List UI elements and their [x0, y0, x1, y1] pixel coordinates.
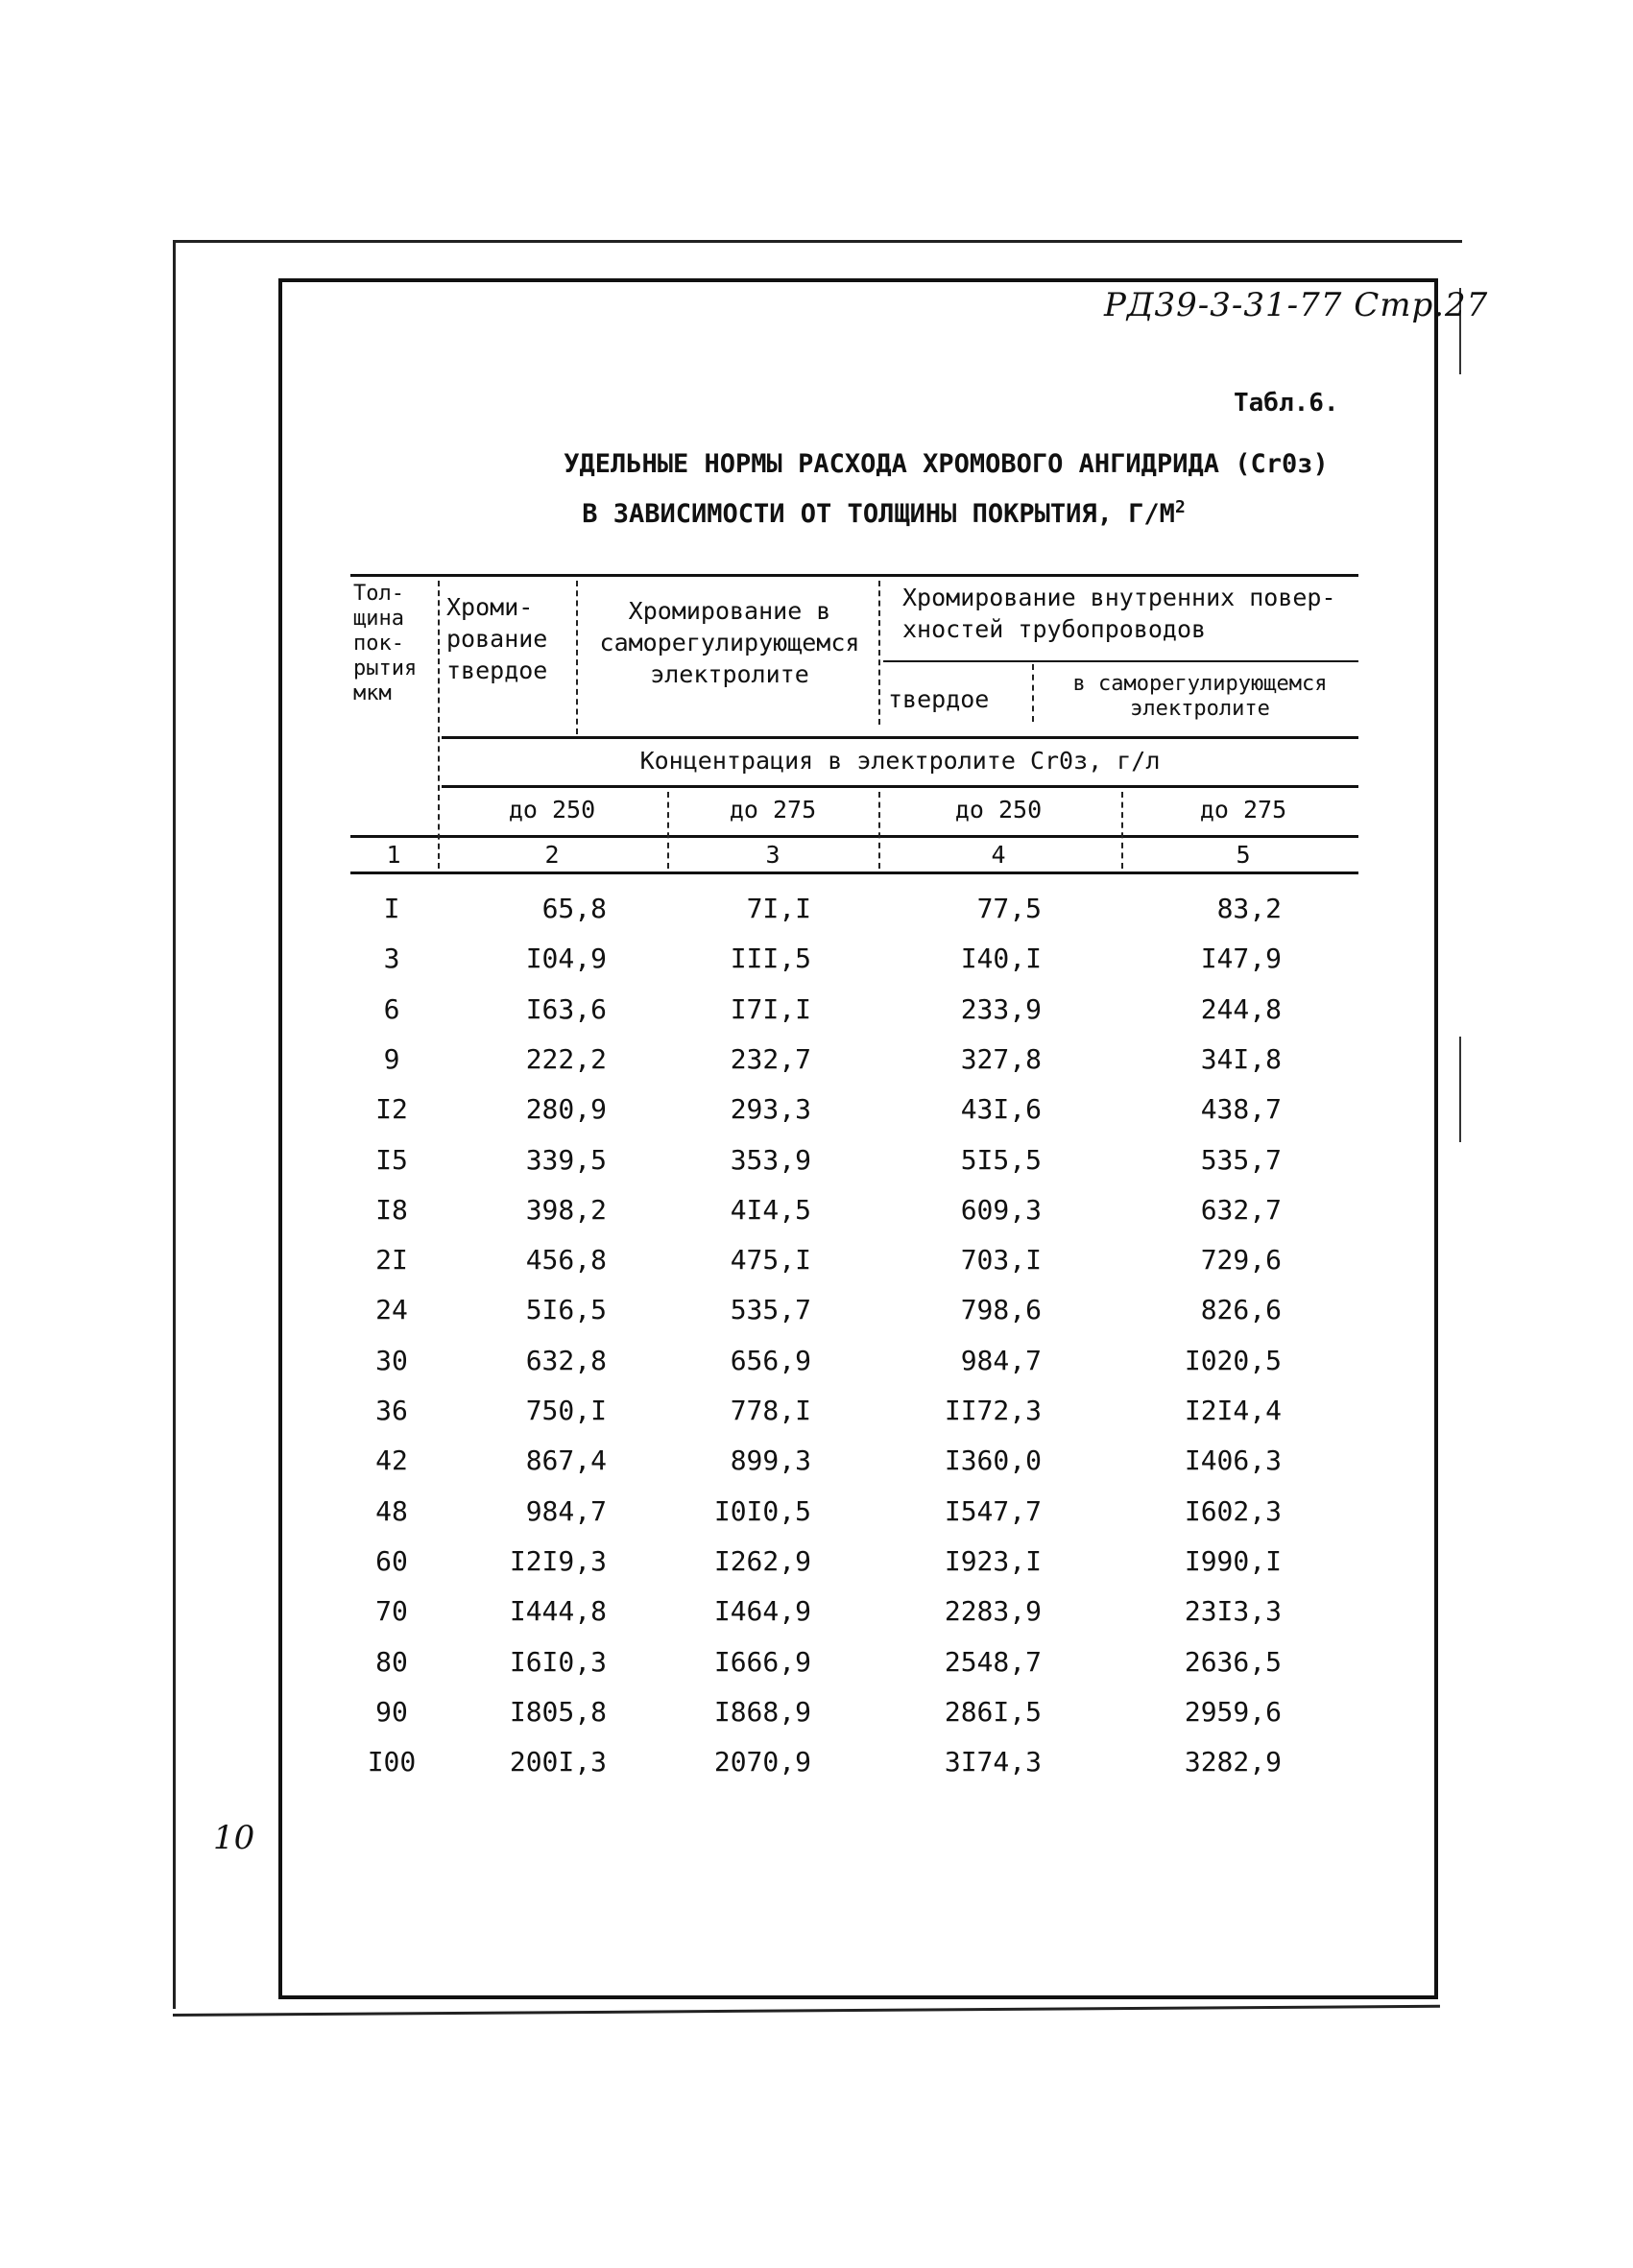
col-number: 3 — [765, 841, 780, 869]
table-cell: 398,2 — [525, 1194, 607, 1226]
table-cell: I666,9 — [713, 1646, 811, 1678]
table-cell: 4I4,5 — [730, 1194, 811, 1226]
table-cell: I547,7 — [944, 1495, 1042, 1527]
row-thickness: 90 — [375, 1696, 408, 1728]
table-cell: 200I,3 — [509, 1746, 607, 1778]
table-cell: 34I,8 — [1200, 1043, 1282, 1075]
row-thickness: I00 — [367, 1746, 417, 1778]
row-thickness: 60 — [375, 1545, 408, 1577]
table-cell: 984,7 — [960, 1345, 1042, 1376]
table-label: Табл.6. — [1234, 389, 1339, 418]
col-number: 4 — [991, 841, 1006, 869]
number-row-top-rule — [350, 835, 1358, 838]
table-cell: 656,9 — [730, 1345, 811, 1376]
col1-header: Тол- щина пок- рытия мкм — [353, 582, 418, 705]
table-cell: 778,I — [730, 1395, 811, 1426]
table-cell: 286I,5 — [944, 1696, 1042, 1728]
table-cell: I04,9 — [525, 943, 607, 974]
title-superscript: 2 — [1174, 497, 1186, 517]
table-cell: 632,7 — [1200, 1194, 1282, 1226]
col-separator — [438, 581, 440, 869]
col-separator — [1121, 792, 1123, 869]
row-thickness: 9 — [383, 1043, 400, 1075]
table-cell: 77,5 — [976, 893, 1042, 924]
row-thickness: 6 — [383, 993, 400, 1025]
col4-header: твердое — [888, 685, 990, 713]
header-bottom-rule — [350, 871, 1358, 874]
title-text: В ЗАВИСИМОСТИ ОТ ТОЛЩИНЫ ПОКРЫТИЯ, Г/М — [582, 499, 1175, 529]
table-cell: I360,0 — [944, 1444, 1042, 1476]
conc-value: до 275 — [1199, 796, 1287, 824]
margin-mark — [1459, 1037, 1461, 1142]
table-cell: 984,7 — [525, 1495, 607, 1527]
table-cell: 750,I — [525, 1395, 607, 1426]
table-cell: 729,6 — [1200, 1244, 1282, 1276]
table-cell: 339,5 — [525, 1144, 607, 1176]
table-cell: 456,8 — [525, 1244, 607, 1276]
row-thickness: 24 — [375, 1294, 408, 1325]
table-cell: I7I,I — [730, 993, 811, 1025]
row-thickness: 42 — [375, 1444, 408, 1476]
table-cell: 43I,6 — [960, 1093, 1042, 1125]
table-title-line-2 — [67, 497, 1633, 529]
table-cell: I47,9 — [1200, 943, 1282, 974]
col-separator — [1032, 664, 1034, 722]
table-cell: 353,9 — [730, 1144, 811, 1176]
table-cell: 2548,7 — [944, 1646, 1042, 1678]
row-thickness: I5 — [375, 1144, 408, 1176]
row-thickness: 80 — [375, 1646, 408, 1678]
subheader-rule — [883, 660, 1358, 662]
table-cell: 899,3 — [730, 1444, 811, 1476]
page-number: 10 — [213, 1819, 255, 1857]
conc-value: до 250 — [508, 796, 596, 824]
table-cell: I020,5 — [1184, 1345, 1282, 1376]
table-cell: I406,3 — [1184, 1444, 1282, 1476]
col-separator — [576, 581, 578, 734]
table-cell: 3282,9 — [1184, 1746, 1282, 1778]
table-top-rule — [350, 574, 1358, 577]
table-cell: 703,I — [960, 1244, 1042, 1276]
table-cell: 7I,I — [746, 893, 811, 924]
table-cell: 2959,6 — [1184, 1696, 1282, 1728]
col-separator — [667, 792, 669, 869]
table-cell: I805,8 — [509, 1696, 607, 1728]
table-cell: 222,2 — [525, 1043, 607, 1075]
col3-header: Хромирование в саморегулирующемся электролите — [599, 597, 860, 688]
concentration-label: Концентрация в электролите Сr0з, г/л — [639, 747, 1161, 775]
table-cell: 23I3,3 — [1184, 1595, 1282, 1627]
col-separator — [878, 792, 880, 869]
table-cell: I63,6 — [525, 993, 607, 1025]
table-cell: 438,7 — [1200, 1093, 1282, 1125]
table-cell: 2636,5 — [1184, 1646, 1282, 1678]
table-cell: 65,8 — [541, 893, 607, 924]
table-cell: I868,9 — [713, 1696, 811, 1728]
table-cell: 2283,9 — [944, 1595, 1042, 1627]
table-cell: 5I5,5 — [960, 1144, 1042, 1176]
row-thickness: 2I — [375, 1244, 408, 1276]
table-cell: I990,I — [1184, 1545, 1282, 1577]
table-cell: I6I0,3 — [509, 1646, 607, 1678]
table-cell: 535,7 — [1200, 1144, 1282, 1176]
table-cell: 609,3 — [960, 1194, 1042, 1226]
table-cell: 3I74,3 — [944, 1746, 1042, 1778]
table-cell: I0I0,5 — [713, 1495, 811, 1527]
document-code: РД39-3-31-77 Стр.27 — [1104, 286, 1489, 324]
col-separator — [878, 581, 880, 725]
row-thickness: I2 — [375, 1093, 408, 1125]
table-cell: I464,9 — [713, 1595, 811, 1627]
col2-header: Хроми- рование твердое — [446, 593, 548, 684]
concentration-top-rule — [442, 736, 1358, 739]
table-cell: 535,7 — [730, 1294, 811, 1325]
row-thickness: I — [383, 893, 400, 924]
table-cell: 2070,9 — [713, 1746, 811, 1778]
table-cell: 83,2 — [1216, 893, 1282, 924]
row-thickness: I8 — [375, 1194, 408, 1226]
table-cell: 475,I — [730, 1244, 811, 1276]
table-cell: 244,8 — [1200, 993, 1282, 1025]
table-cell: 232,7 — [730, 1043, 811, 1075]
concentration-bottom-rule — [442, 785, 1358, 788]
table-cell: 293,3 — [730, 1093, 811, 1125]
col5-header: в саморегулирующемся электролите — [1072, 672, 1328, 721]
table-cell: 280,9 — [525, 1093, 607, 1125]
table-cell: I2I9,3 — [509, 1545, 607, 1577]
table-cell: 5I6,5 — [525, 1294, 607, 1325]
table-cell: 233,9 — [960, 993, 1042, 1025]
table-cell: II72,3 — [944, 1395, 1042, 1426]
table-cell: I923,I — [944, 1545, 1042, 1577]
col45-header: Хромирование внутренних повер- хностей трубопроводов — [902, 584, 1336, 643]
col-number: 1 — [386, 841, 401, 869]
conc-value: до 275 — [729, 796, 817, 824]
conc-value: до 250 — [954, 796, 1043, 824]
inner-frame — [278, 278, 1438, 1999]
col-number: 5 — [1236, 841, 1251, 869]
row-thickness: 3 — [383, 943, 400, 974]
table-cell: 826,6 — [1200, 1294, 1282, 1325]
table-cell: I602,3 — [1184, 1495, 1282, 1527]
table-cell: I262,9 — [713, 1545, 811, 1577]
row-thickness: 48 — [375, 1495, 408, 1527]
table-cell: I444,8 — [509, 1595, 607, 1627]
table-cell: 632,8 — [525, 1345, 607, 1376]
row-thickness: 36 — [375, 1395, 408, 1426]
table-cell: I40,I — [960, 943, 1042, 974]
table-cell: 327,8 — [960, 1043, 1042, 1075]
table-cell: 867,4 — [525, 1444, 607, 1476]
table-cell: 798,6 — [960, 1294, 1042, 1325]
table-cell: III,5 — [730, 943, 811, 974]
table-title-line-1: УДЕЛЬНЫЕ НОРМЫ РАСХОДА ХРОМОВОГО АНГИДРИДА (Сr0з) — [564, 449, 1329, 479]
table-cell: I2I4,4 — [1184, 1395, 1282, 1426]
row-thickness: 30 — [375, 1345, 408, 1376]
col-number: 2 — [544, 841, 560, 869]
row-thickness: 70 — [375, 1595, 408, 1627]
